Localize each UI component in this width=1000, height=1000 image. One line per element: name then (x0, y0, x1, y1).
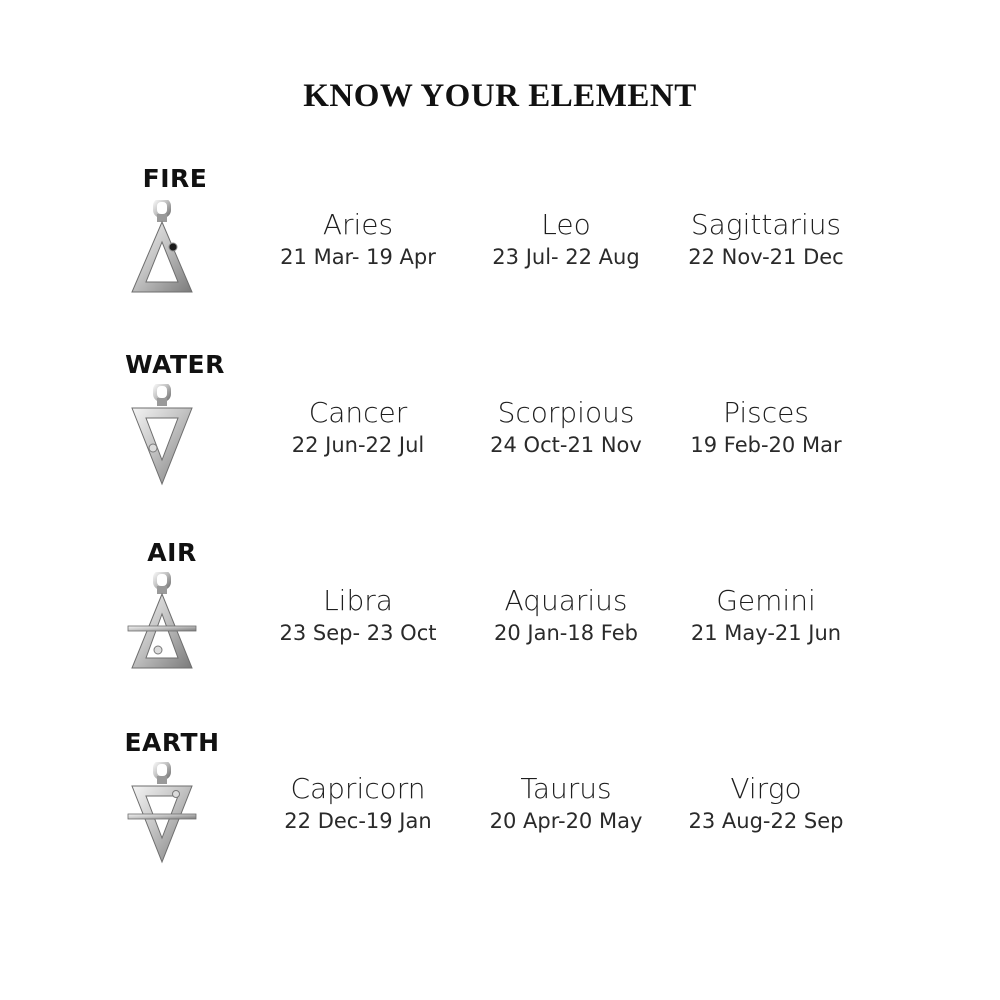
sign-dates: 21 May-21 Jun (690, 621, 842, 645)
sign-name: Leo (541, 208, 591, 241)
sign-dates: 20 Apr-20 May (489, 809, 643, 833)
sign-dates: 21 Mar- 19 Apr (280, 245, 436, 269)
sign-dates: 23 Jul- 22 Aug (492, 245, 640, 269)
earth-triangle-pendant-icon (126, 762, 206, 872)
element-row-water (0, 348, 1000, 528)
sign-sagittarius (666, 208, 866, 272)
sign-name: Virgo (730, 772, 802, 805)
sign-pisces (666, 396, 866, 460)
sign-libra (258, 584, 458, 648)
sign-taurus (466, 772, 666, 836)
sign-name: Scorpious (497, 396, 635, 429)
sign-dates: 22 Dec-19 Jan (284, 809, 432, 833)
sign-dates: 23 Aug-22 Sep (688, 809, 844, 833)
sign-name: Taurus (520, 772, 612, 805)
element-name-air: AIR (147, 538, 197, 567)
sign-dates: 24 Oct-21 Nov (490, 433, 642, 457)
sign-dates: 19 Feb-20 Mar (690, 433, 842, 457)
sign-name: Aquarius (504, 584, 628, 617)
sign-dates: 22 Jun-22 Jul (291, 433, 425, 457)
page-title: KNOW YOUR ELEMENT (303, 78, 697, 114)
sign-name: Pisces (723, 396, 809, 429)
sign-dates: 23 Sep- 23 Oct (279, 621, 437, 645)
water-triangle-pendant-icon (126, 384, 206, 494)
sign-name: Capricorn (290, 772, 426, 805)
sign-name: Sagittarius (690, 208, 842, 241)
element-name-earth: EARTH (124, 728, 220, 757)
element-row-earth (0, 724, 1000, 904)
element-name-fire: FIRE (142, 164, 208, 193)
sign-name: Cancer (308, 396, 408, 429)
sign-capricorn (258, 772, 458, 836)
air-triangle-pendant-icon (126, 572, 206, 682)
sign-name: Libra (323, 584, 393, 617)
sign-name: Gemini (716, 584, 816, 617)
sign-scorpious (466, 396, 666, 460)
sign-virgo (666, 772, 866, 836)
sign-leo (466, 208, 666, 272)
sign-dates: 22 Nov-21 Dec (688, 245, 844, 269)
element-row-air (0, 536, 1000, 716)
sign-gemini (666, 584, 866, 648)
sign-aquarius (466, 584, 666, 648)
sign-dates: 20 Jan-18 Feb (494, 621, 638, 645)
sign-aries (258, 208, 458, 272)
element-name-water: WATER (125, 350, 225, 379)
sign-cancer (258, 396, 458, 460)
fire-triangle-pendant-icon (126, 200, 206, 310)
sign-name: Aries (322, 208, 394, 241)
element-row-fire (0, 160, 1000, 340)
